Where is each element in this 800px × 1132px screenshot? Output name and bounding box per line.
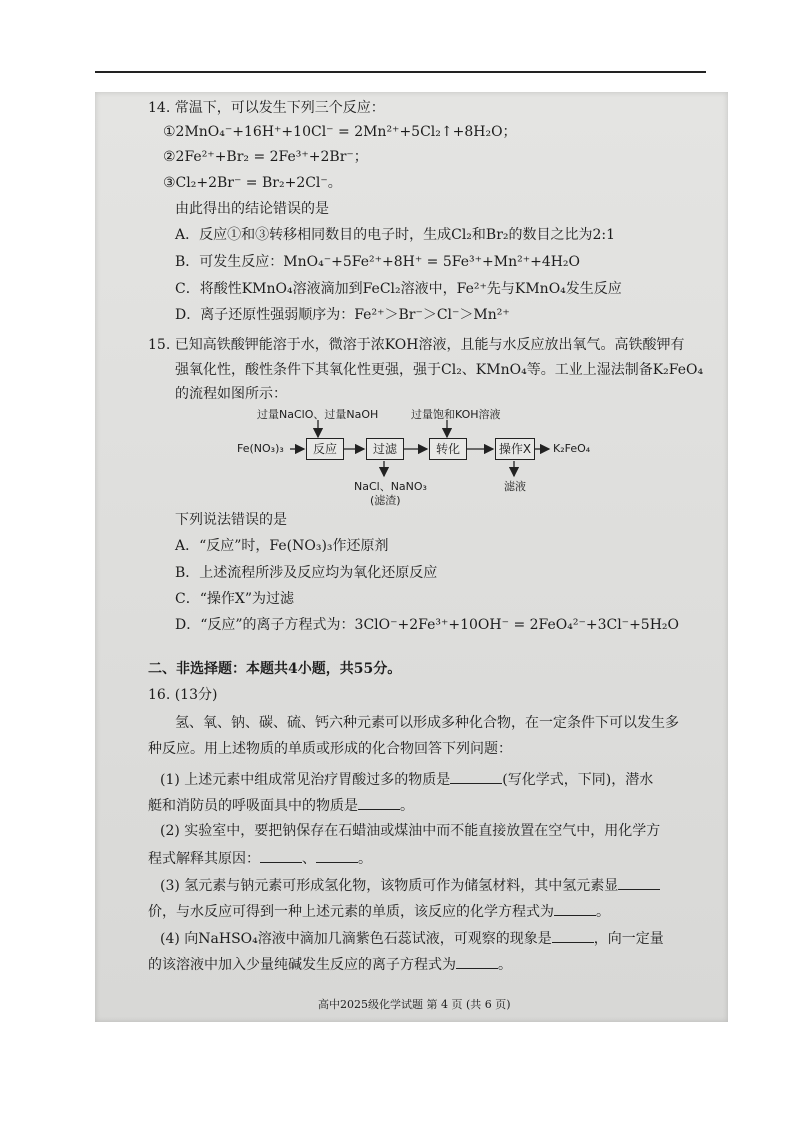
- flow-product: K₂FeO₄: [553, 442, 591, 455]
- q14-option-a: A．反应①和③转移相同数目的电子时，生成Cl₂和Br₂的数目之比为2:1: [175, 227, 616, 243]
- q16-part-3-line-2: [148, 901, 610, 921]
- page-footer: 高中2025级化学试题 第 4 页 (共 6 页): [318, 998, 511, 1011]
- q16-part-1-line-1: [160, 769, 653, 789]
- q16-p1-text-c: 艇和消防员的呼吸面具中的物质是: [148, 798, 358, 814]
- q15-stem-line-2: 强氧化性，酸性条件下其氧化性更强，强于Cl₂、KMnO₄等。工业上湿法制备K₂FeO₄: [175, 362, 704, 378]
- flow-step-filter: 过滤: [366, 438, 404, 460]
- q16-p1-blank-1[interactable]: [450, 769, 502, 784]
- q16-p4-blank-2[interactable]: [456, 954, 498, 969]
- q16-p2-blank-1[interactable]: [260, 848, 302, 863]
- q14-option-c: C．将酸性KMnO₄溶液滴加到FeCl₂溶液中，Fe²⁺先与KMnO₄发生反应: [175, 281, 622, 297]
- q15-option-a: A．“反应”时，Fe(NO₃)₃作还原剂: [175, 538, 389, 554]
- q16-p3-text-b: 价，与水反应可得到一种上述元素的单质，该反应的化学方程式为: [148, 904, 554, 920]
- flow-step-reaction: 反应: [306, 438, 344, 460]
- q16-p3-blank-1[interactable]: [618, 875, 660, 890]
- flow-step-convert: 转化: [429, 438, 467, 460]
- q16-p4-text-c: 的该溶液中加入少量纯碱发生反应的离子方程式为: [148, 957, 456, 973]
- q16-intro-line-1: 氢、氧、钠、碳、硫、钙六种元素可以形成多种化合物，在一定条件下可以发生多: [175, 715, 679, 731]
- q14-option-d: D．离子还原性强弱顺序为：Fe²⁺＞Br⁻＞Cl⁻＞Mn²⁺: [175, 307, 510, 323]
- q14-reaction-3: ③Cl₂+2Br⁻ = Br₂+2Cl⁻。: [163, 175, 342, 191]
- q16-p1-blank-2[interactable]: [358, 795, 400, 810]
- q16-p2-text-d: 。: [358, 851, 372, 867]
- section-heading: 二、非选择题：本题共4小题，共55分。: [148, 661, 402, 677]
- q16-p4-blank-1[interactable]: [552, 928, 594, 943]
- q14-ask: 由此得出的结论错误的是: [175, 201, 329, 217]
- q16-p2-blank-2[interactable]: [316, 848, 358, 863]
- q16-p2-text-c: 、: [302, 851, 316, 867]
- q16-p1-text-d: 。: [400, 798, 414, 814]
- q16-part-1-line-2: [148, 795, 414, 815]
- q16-p4-text-d: 。: [498, 957, 512, 973]
- flow-waste: 滤液: [504, 480, 526, 493]
- q15-stem-line-1: 15. 已知高铁酸钾能溶于水，微溶于浓KOH溶液，且能与水反应放出氧气。高铁酸钾有: [148, 337, 685, 353]
- q16-part-4-line-2: [148, 954, 512, 974]
- q15-option-b: B．上述流程所涉及反应均为氧化还原反应: [175, 565, 438, 581]
- q16-intro-line-2: 种反应。用上述物质的单质或形成的化合物回答下列问题：: [148, 741, 512, 757]
- flow-start-material: Fe(NO₃)₃: [237, 442, 284, 455]
- q16-heading: 16. (13分): [148, 687, 218, 703]
- q15-option-c: C．“操作X”为过滤: [175, 591, 294, 607]
- q14-reaction-2: ②2Fe²⁺+Br₂ = 2Fe³⁺+2Br⁻；: [163, 149, 368, 165]
- flow-reagent-1: 过量NaClO、过量NaOH: [257, 408, 379, 421]
- q16-p2-text-b: 程式解释其原因：: [148, 851, 260, 867]
- q16-p4-text-a: (4) 向NaHSO₄溶液中滴加几滴紫色石蕊试液，可观察的现象是: [160, 931, 552, 947]
- q16-part-4-line-1: [160, 928, 664, 948]
- q16-part-3-line-1: [160, 875, 660, 895]
- q16-p4-text-b: ，向一定量: [593, 931, 664, 947]
- q15-stem-line-3: 的流程如图所示：: [175, 386, 287, 402]
- q15-option-d: D．“反应”的离子方程式为：3ClO⁻+2Fe³⁺+10OH⁻ = 2FeO₄²⁻+3Cl⁻+5H₂O: [175, 617, 680, 633]
- q14-option-b: B．可发生反应：MnO₄⁻+5Fe²⁺+8H⁺ = 5Fe³⁺+Mn²⁺+4H₂O: [175, 254, 581, 270]
- q16-p3-text-a: (3) 氢元素与钠元素可形成氢化物，该物质可作为储氢材料，其中氢元素显: [160, 878, 619, 894]
- flow-byproduct-note: (滤渣): [370, 494, 401, 507]
- flow-step-operation-x: 操作X: [495, 438, 535, 460]
- q14-stem: 14. 常温下，可以发生下列三个反应：: [148, 100, 385, 116]
- q16-p1-text-b: (写化学式，下同)，潜水: [502, 772, 654, 788]
- q16-p3-text-c: 。: [596, 904, 610, 920]
- q16-part-2-line-2: [148, 848, 372, 868]
- q15-ask: 下列说法错误的是: [175, 512, 287, 528]
- q16-p3-blank-2[interactable]: [554, 901, 596, 916]
- q14-reaction-1: ①2MnO₄⁻+16H⁺+10Cl⁻ = 2Mn²⁺+5Cl₂↑+8H₂O；: [163, 124, 517, 140]
- flow-reagent-2: 过量饱和KOH溶液: [411, 408, 501, 421]
- q16-part-2-line-1: (2) 实验室中，要把钠保存在石蜡油或煤油中而不能直接放置在空气中，用化学方: [160, 823, 661, 839]
- q16-p1-text-a: (1) 上述元素中组成常见治疗胃酸过多的物质是: [160, 772, 451, 788]
- flow-byproduct: NaCl、NaNO₃: [354, 480, 427, 493]
